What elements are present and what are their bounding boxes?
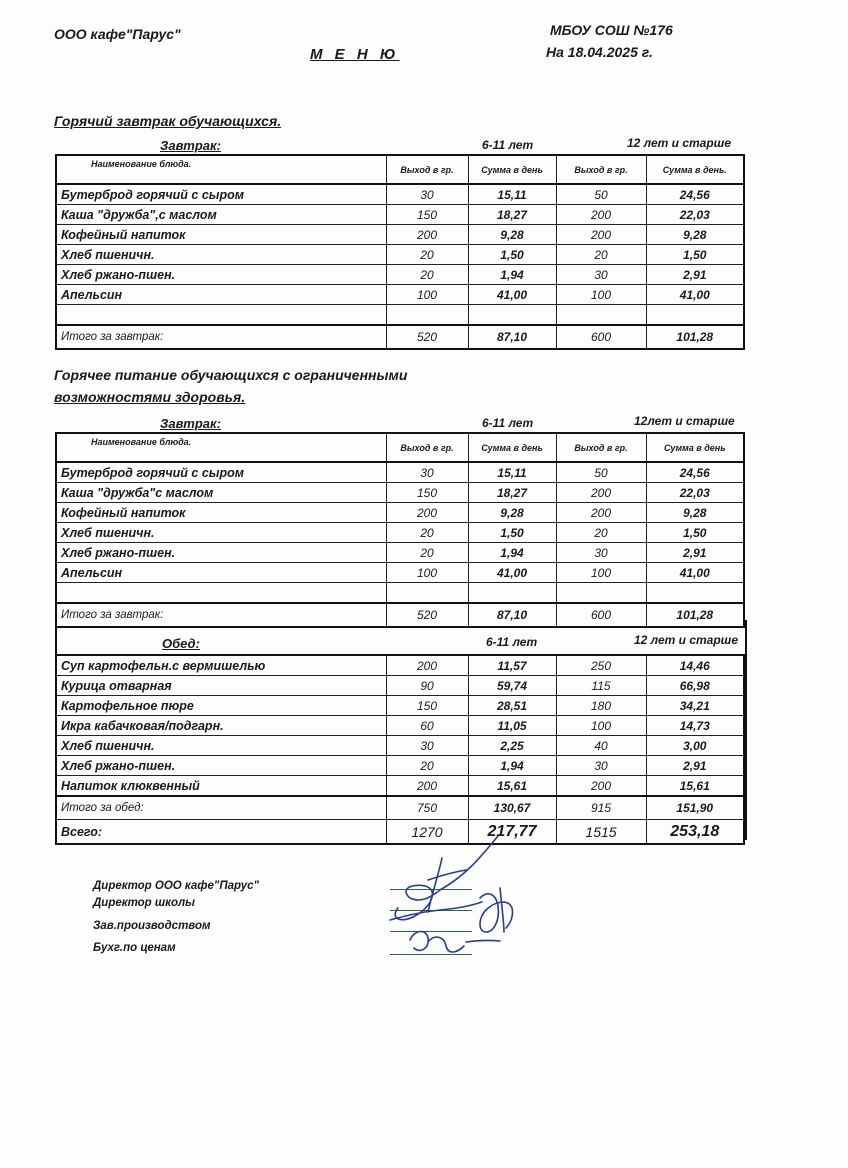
output1: 30 bbox=[386, 736, 468, 756]
signature-label-accountant: Бухг.по ценам bbox=[93, 942, 176, 954]
empty-row bbox=[56, 583, 744, 604]
output2: 30 bbox=[556, 265, 646, 285]
table-row bbox=[56, 265, 744, 285]
col-name: Наименование блюда. bbox=[56, 155, 386, 184]
total-output2: 915 bbox=[556, 796, 646, 820]
sum2: 14,73 bbox=[646, 716, 744, 736]
sum2: 9,28 bbox=[646, 503, 744, 523]
dish-name: Картофельное пюре bbox=[56, 696, 386, 716]
total-output2: 600 bbox=[556, 325, 646, 349]
sum2: 41,00 bbox=[646, 285, 744, 305]
signature-stroke bbox=[410, 931, 500, 952]
table-row bbox=[56, 543, 744, 563]
sum1: 2,25 bbox=[468, 736, 556, 756]
sum1: 1,50 bbox=[468, 245, 556, 265]
lunch-meal-label: Обед: bbox=[162, 636, 200, 651]
table-row bbox=[56, 736, 744, 756]
output1: 60 bbox=[386, 716, 468, 736]
table-row bbox=[56, 483, 744, 503]
signature-label-school-director: Директор школы bbox=[93, 897, 195, 909]
sum2: 3,00 bbox=[646, 736, 744, 756]
output1: 20 bbox=[386, 245, 468, 265]
sum1: 1,50 bbox=[468, 523, 556, 543]
sum1: 15,11 bbox=[468, 184, 556, 205]
sum2: 24,56 bbox=[646, 184, 744, 205]
output1: 30 bbox=[386, 184, 468, 205]
sum1: 28,51 bbox=[468, 696, 556, 716]
output2: 50 bbox=[556, 462, 646, 483]
signature-label-production-manager: Зав.производством bbox=[93, 920, 211, 932]
sum1: 41,00 bbox=[468, 285, 556, 305]
total-sum2: 151,90 bbox=[646, 796, 744, 820]
empty-row bbox=[56, 305, 744, 326]
dish-name: Апельсин bbox=[56, 563, 386, 583]
total-sum1: 87,10 bbox=[468, 325, 556, 349]
dish-name: Суп картофельн.с вермишелью bbox=[56, 655, 386, 676]
table-row bbox=[56, 523, 744, 543]
sum1: 1,94 bbox=[468, 543, 556, 563]
output1: 30 bbox=[386, 462, 468, 483]
total-label: Итого за завтрак: bbox=[56, 603, 386, 627]
dish-name: Курица отварная bbox=[56, 676, 386, 696]
table-row bbox=[56, 285, 744, 305]
section1-age2: 12 лет и старше bbox=[627, 136, 732, 150]
output1: 200 bbox=[386, 503, 468, 523]
table-header bbox=[56, 155, 744, 184]
sum2: 22,03 bbox=[646, 483, 744, 503]
grand-sum1: 217,77 bbox=[468, 820, 556, 845]
sum1: 15,11 bbox=[468, 462, 556, 483]
total-output2: 600 bbox=[556, 603, 646, 627]
table-row bbox=[56, 563, 744, 583]
signature-stroke bbox=[480, 894, 513, 932]
total-row bbox=[56, 325, 744, 349]
dish-name: Бутерброд горячий с сыром bbox=[56, 184, 386, 205]
grand-sum2: 253,18 bbox=[646, 820, 744, 845]
sum2: 41,00 bbox=[646, 563, 744, 583]
output1: 20 bbox=[386, 265, 468, 285]
sum1: 59,74 bbox=[468, 676, 556, 696]
total-output1: 520 bbox=[386, 603, 468, 627]
signature-stroke bbox=[395, 836, 498, 920]
sum1: 11,57 bbox=[468, 655, 556, 676]
col-output: Выход в гр. bbox=[386, 433, 468, 462]
table-row bbox=[56, 503, 744, 523]
sum2: 34,21 bbox=[646, 696, 744, 716]
col-output: Выход в гр. bbox=[556, 155, 646, 184]
output2: 100 bbox=[556, 716, 646, 736]
output2: 100 bbox=[556, 563, 646, 583]
sum2: 2,91 bbox=[646, 265, 744, 285]
output2: 20 bbox=[556, 245, 646, 265]
output1: 200 bbox=[386, 655, 468, 676]
grand-output2: 1515 bbox=[556, 820, 646, 845]
output2: 180 bbox=[556, 696, 646, 716]
sum2: 1,50 bbox=[646, 245, 744, 265]
table-row bbox=[56, 756, 744, 776]
dish-name: Икра кабачковая/подгарн. bbox=[56, 716, 386, 736]
signature-stroke bbox=[390, 902, 482, 920]
output1: 20 bbox=[386, 756, 468, 776]
total-output1: 520 bbox=[386, 325, 468, 349]
table-header bbox=[56, 433, 744, 462]
output2: 30 bbox=[556, 543, 646, 563]
dish-name: Хлеб пшеничн. bbox=[56, 523, 386, 543]
lunch-age2: 12 лет и старше bbox=[634, 633, 739, 647]
output2: 50 bbox=[556, 184, 646, 205]
total-output1: 750 bbox=[386, 796, 468, 820]
section1-title: Горячий завтрак обучающихся. bbox=[54, 113, 282, 129]
col-output: Выход в гр. bbox=[386, 155, 468, 184]
dish-name: Хлеб пшеничн. bbox=[56, 245, 386, 265]
output2: 100 bbox=[556, 285, 646, 305]
lunch-age1: 6-11 лет bbox=[486, 635, 538, 649]
sum2: 9,28 bbox=[646, 225, 744, 245]
output1: 150 bbox=[386, 483, 468, 503]
sum2: 14,46 bbox=[646, 655, 744, 676]
output2: 250 bbox=[556, 655, 646, 676]
section2-title-line2: возможностями здоровья. bbox=[54, 389, 246, 405]
sum1: 11,05 bbox=[468, 716, 556, 736]
dish-name: Хлеб ржано-пшен. bbox=[56, 265, 386, 285]
col-sum: Сумма в день bbox=[646, 433, 744, 462]
sum2: 2,91 bbox=[646, 543, 744, 563]
col-sum: Сумма в день bbox=[468, 155, 556, 184]
sum2: 15,61 bbox=[646, 776, 744, 797]
menu-date: На 18.04.2025 г. bbox=[546, 44, 653, 60]
dish-name: Хлеб пшеничн. bbox=[56, 736, 386, 756]
output1: 90 bbox=[386, 676, 468, 696]
sum1: 1,94 bbox=[468, 265, 556, 285]
output2: 30 bbox=[556, 756, 646, 776]
output1: 20 bbox=[386, 543, 468, 563]
dish-name: Хлеб ржано-пшен. bbox=[56, 543, 386, 563]
sum1: 18,27 bbox=[468, 205, 556, 225]
output1: 20 bbox=[386, 523, 468, 543]
total-sum2: 101,28 bbox=[646, 325, 744, 349]
output1: 150 bbox=[386, 205, 468, 225]
section2-title-line1: Горячее питание обучающихся с ограниченными bbox=[54, 367, 408, 383]
output1: 100 bbox=[386, 285, 468, 305]
dish-name: Напиток клюквенный bbox=[56, 776, 386, 797]
table-row bbox=[56, 696, 744, 716]
total-sum1: 87,10 bbox=[468, 603, 556, 627]
handwritten-signatures bbox=[370, 828, 530, 968]
output1: 150 bbox=[386, 696, 468, 716]
table-row bbox=[56, 655, 744, 676]
sum2: 2,91 bbox=[646, 756, 744, 776]
sum1: 1,94 bbox=[468, 756, 556, 776]
table-row bbox=[56, 245, 744, 265]
output2: 200 bbox=[556, 503, 646, 523]
output2: 40 bbox=[556, 736, 646, 756]
dish-name: Кофейный напиток bbox=[56, 225, 386, 245]
sum2: 24,56 bbox=[646, 462, 744, 483]
dish-name: Бутерброд горячий с сыром bbox=[56, 462, 386, 483]
page-title: М Е Н Ю bbox=[310, 46, 400, 63]
total-sum2: 101,28 bbox=[646, 603, 744, 627]
dish-name: Апельсин bbox=[56, 285, 386, 305]
output2: 115 bbox=[556, 676, 646, 696]
total-label: Итого за обед: bbox=[56, 796, 386, 820]
lunch-table bbox=[55, 654, 745, 845]
section2-breakfast-table bbox=[55, 432, 745, 628]
col-sum: Сумма в день bbox=[468, 433, 556, 462]
dish-name: Кофейный напиток bbox=[56, 503, 386, 523]
output2: 200 bbox=[556, 776, 646, 797]
section2-age1: 6-11 лет bbox=[482, 416, 534, 430]
section2-meal-label: Завтрак: bbox=[160, 416, 221, 431]
output2: 20 bbox=[556, 523, 646, 543]
sum1: 18,27 bbox=[468, 483, 556, 503]
sum1: 9,28 bbox=[468, 503, 556, 523]
output2: 200 bbox=[556, 483, 646, 503]
dish-name: Хлеб ржано-пшен. bbox=[56, 756, 386, 776]
dish-name: Каша "дружба",с маслом bbox=[56, 205, 386, 225]
school-name: МБОУ СОШ №176 bbox=[550, 22, 673, 38]
section2-age2: 12лет и старше bbox=[634, 414, 735, 428]
section1-table bbox=[55, 154, 745, 350]
output2: 200 bbox=[556, 205, 646, 225]
grand-output1: 1270 bbox=[386, 820, 468, 845]
section1-meal-label: Завтрак: bbox=[160, 138, 221, 153]
col-output: Выход в гр. bbox=[556, 433, 646, 462]
table-row bbox=[56, 776, 744, 797]
table-row bbox=[56, 184, 744, 205]
sum1: 9,28 bbox=[468, 225, 556, 245]
dish-name: Каша "дружба"с маслом bbox=[56, 483, 386, 503]
table-row bbox=[56, 676, 744, 696]
total-row bbox=[56, 796, 744, 820]
col-name: Наименование блюда. bbox=[56, 433, 386, 462]
signature-label-cafe-director: Директор ООО кафе"Парус" bbox=[93, 880, 259, 892]
sum2: 1,50 bbox=[646, 523, 744, 543]
section1-age1: 6-11 лет bbox=[482, 138, 534, 152]
grand-total-label: Всего: bbox=[56, 820, 386, 845]
table-row bbox=[56, 205, 744, 225]
output1: 200 bbox=[386, 776, 468, 797]
table-row bbox=[56, 225, 744, 245]
output1: 200 bbox=[386, 225, 468, 245]
col-sum: Сумма в день. bbox=[646, 155, 744, 184]
signature-stroke bbox=[500, 888, 504, 932]
sum1: 41,00 bbox=[468, 563, 556, 583]
output2: 200 bbox=[556, 225, 646, 245]
sum2: 66,98 bbox=[646, 676, 744, 696]
sum1: 15,61 bbox=[468, 776, 556, 797]
table-row bbox=[56, 462, 744, 483]
total-label: Итого за завтрак: bbox=[56, 325, 386, 349]
company-name: ООО кафе"Парус" bbox=[54, 26, 181, 42]
output1: 100 bbox=[386, 563, 468, 583]
table-row bbox=[56, 716, 744, 736]
total-sum1: 130,67 bbox=[468, 796, 556, 820]
sum2: 22,03 bbox=[646, 205, 744, 225]
